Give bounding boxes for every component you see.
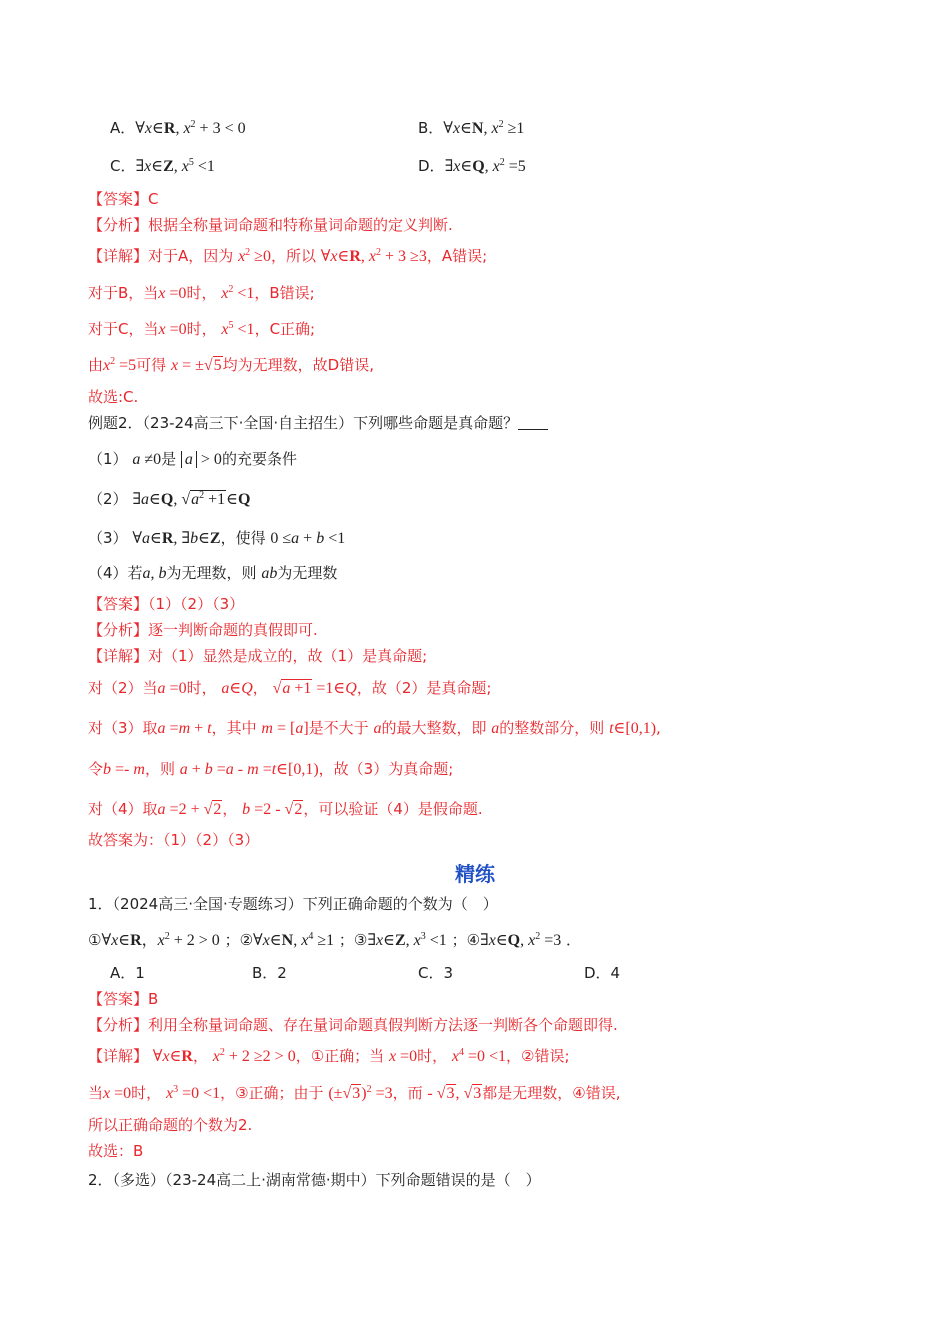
practice-detail-2: 当x =0时， $x^3 =0 <1$，③正确；由于 $(\pm√3)^2 =3$，而 - √3, √3都是无理数，④错误, (88, 1084, 621, 1102)
practice-conclusion: 故选：B (88, 1142, 144, 1160)
option-c: C．∃x∈Z, $x^5 <1$ (110, 157, 215, 175)
ex2-detail-4: 令b =- m，则 a + b =a - m =t∈[0,1)，故（3）为真命题; (88, 760, 454, 778)
section-title: 精练 (455, 862, 495, 886)
practice-2-stem: 2．（多选）（23-24高二上·湖南常德·期中）下列命题错误的是（ ） (88, 1171, 541, 1189)
practice-detail-3: 所以正确命题的个数为2. (88, 1116, 253, 1134)
ex2-detail-2: 对（2）当a =0时， a∈Q， √a +1 =1∈Q，故（2）是真命题; (88, 679, 492, 697)
practice-answer: 【答案】B (88, 990, 159, 1008)
ex2-detail-3: 对（3）取a =m + t，其中 m = [a]是不大于 a的最大整数，即 a的整数部分，则 t∈[0,1), (88, 719, 661, 737)
q1-detail-3: 对于C，当x =0时， $x^5 <1$，C正确; (88, 320, 316, 338)
q1-detail-4: 由$x^2 =5$可得 x = ±√5均为无理数，故D错误, (88, 356, 374, 374)
option-a: A．∀x∈R, $x^2 + 3 < 0$ (110, 119, 246, 137)
option-b: B．∀x∈N, $x^2 \ge 1$ (418, 119, 525, 137)
ex2-item-4: （4）若a, b为无理数，则 ab为无理数 (88, 564, 338, 582)
practice-analysis: 【分析】利用全称量词命题、存在量词命题真假判断方法逐一判断各个命题即得. (88, 1016, 618, 1034)
q1-analysis: 【分析】根据全称量词命题和特称量词命题的定义判断. (88, 216, 453, 234)
ex2-item-1: （1） a ≠0是 a > 0的充要条件 (88, 450, 297, 468)
practice-option-c: C．3 (418, 964, 454, 982)
practice-option-a: A．1 (110, 964, 145, 982)
practice-1-statements: ①∀x∈R，$x^2 + 2 > 0$ ；②∀x∈N, $x^4 \ge 1$ ；③∃x∈Z, $x^3 <1$ ；④∃x∈Q, $x^2 =3$ ． (88, 931, 582, 949)
example-2-stem: 例题2．（23-24高三下·全国·自主招生）下列哪些命题是真命题？ (88, 412, 548, 434)
practice-1-stem: 1．（2024高三·全国·专题练习）下列正确命题的个数为（ ） (88, 895, 498, 913)
ex2-conclusion: 故答案为：（1）（2）（3） (88, 831, 260, 849)
q1-detail-1: 【详解】对于A，因为 $x^2 \ge 0$，所以 ∀x∈R, $x^2 + 3 \ge 3$，A错误; (88, 247, 488, 265)
practice-option-b: B．2 (252, 964, 287, 982)
answer-blank (518, 415, 548, 430)
practice-option-d: D．4 (584, 964, 621, 982)
ex2-item-2: （2） ∃a∈Q, $√a^2$ +1∈Q (88, 490, 251, 508)
ex2-item-3: （3） ∀a∈R, ∃b∈Z，使得 0 ≤a + b <1 (88, 529, 346, 547)
ex2-analysis: 【分析】逐一判断命题的真假即可. (88, 621, 318, 639)
q1-conclusion: 故选:C. (88, 388, 139, 406)
q1-answer: 【答案】C (88, 190, 159, 208)
ex2-answer: 【答案】（1）（2）（3） (88, 595, 245, 613)
practice-detail-1: 【详解】 ∀x∈R， $x^2 + 2 \ge 2 > 0$，①正确；当 x =0时， $x^4 =0 <1$，②错误; (88, 1047, 570, 1065)
q1-detail-2: 对于B，当x =0时， $x^2 <1$，B错误; (88, 284, 315, 302)
option-d: D．∃x∈Q, $x^2 =5$ (418, 157, 526, 175)
ex2-detail-5: 对（4）取a =2 + √2， b =2 - √2，可以验证（4）是假命题. (88, 800, 483, 818)
ex2-detail-1: 【详解】对（1）显然是成立的，故（1）是真命题; (88, 647, 428, 665)
